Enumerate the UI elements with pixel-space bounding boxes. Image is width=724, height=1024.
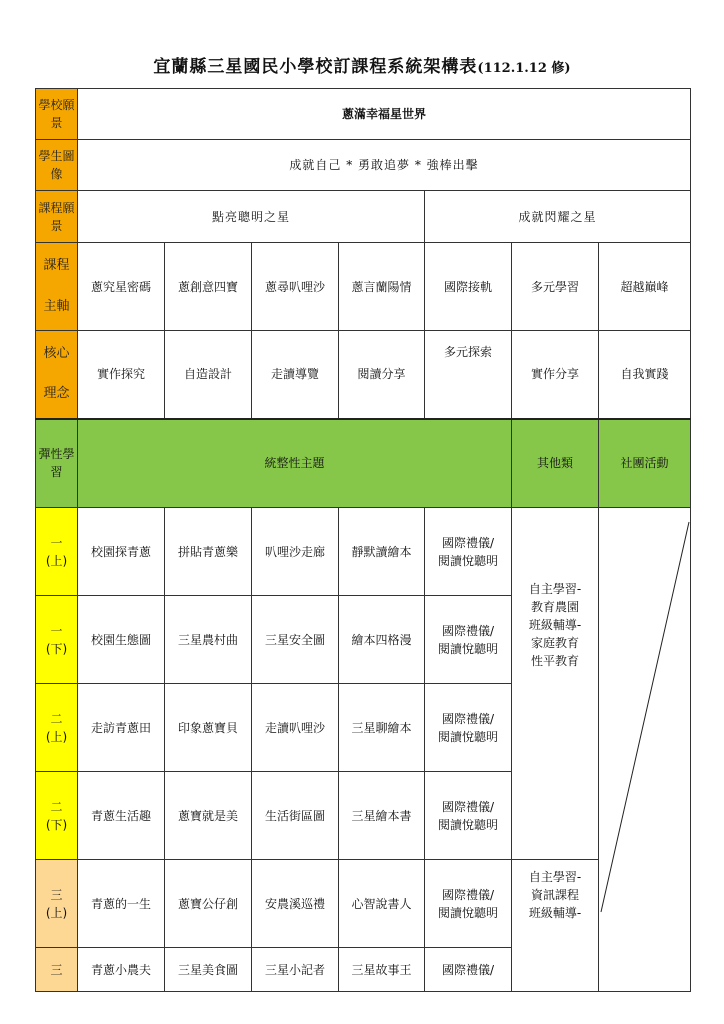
theme-cell: 三星農村曲 — [165, 596, 252, 684]
intl-cell: 國際禮儀/ 閱讀悅聽明 — [425, 860, 512, 948]
theme-cell: 走訪青蔥田 — [78, 684, 165, 772]
row-student-portrait — [36, 140, 691, 191]
row-grade — [36, 508, 691, 596]
intl-cell: 國際禮儀/ — [425, 948, 512, 992]
club-activity-cell — [599, 508, 691, 992]
theme-cell: 蔥寶就是美 — [165, 772, 252, 860]
label-course-goal: 課程願景 — [36, 191, 78, 243]
student-portrait-text: 成就自己 * 勇敢追夢 * 強棒出擊 — [78, 140, 691, 191]
theme-cell: 繪本四格漫 — [339, 596, 425, 684]
header-other: 其他類 — [512, 419, 599, 508]
axis-cell: 多元學習 — [512, 243, 599, 331]
curriculum-table — [35, 88, 691, 992]
theme-cell: 校園生態圖 — [78, 596, 165, 684]
row-flex-learning — [36, 419, 691, 508]
label-student-portrait: 學生圖像 — [36, 140, 78, 191]
theme-cell: 青蔥小農夫 — [78, 948, 165, 992]
header-club: 社團活動 — [599, 419, 691, 508]
label-course-axis: 課程主軸 — [36, 243, 78, 331]
intl-cell: 國際禮儀/ 閱讀悅聽明 — [425, 596, 512, 684]
theme-cell: 青蔥的一生 — [78, 860, 165, 948]
theme-cell: 叭哩沙走廊 — [252, 508, 339, 596]
other-group-1: 自主學習- 教育農園 班級輔導- 家庭教育 性平教育 — [512, 508, 599, 860]
label-flex-learning: 彈性學習 — [36, 419, 78, 508]
theme-cell: 走讀叭哩沙 — [252, 684, 339, 772]
header-integrated-theme: 統整性主題 — [78, 419, 512, 508]
goal-shining-star: 成就閃耀之星 — [425, 191, 691, 243]
label-school-vision: 學校願景 — [36, 89, 78, 140]
intl-cell: 國際禮儀/ 閱讀悅聽明 — [425, 684, 512, 772]
concept-cell: 走讀導覽 — [252, 331, 339, 419]
axis-cell: 蔥究星密碼 — [78, 243, 165, 331]
theme-cell: 三星故事王 — [339, 948, 425, 992]
concept-cell: 實作分享 — [512, 331, 599, 419]
diagonal-slash — [599, 508, 691, 994]
axis-cell: 蔥言蘭陽情 — [339, 243, 425, 331]
concept-cell: 多元探索 — [425, 331, 512, 419]
grade-label: 一 (上) — [36, 508, 78, 596]
label-core-concept: 核心理念 — [36, 331, 78, 419]
axis-cell: 蔥尋叭哩沙 — [252, 243, 339, 331]
grade-label: 三 (上) — [36, 860, 78, 948]
theme-cell: 安農溪巡禮 — [252, 860, 339, 948]
page-title: 宜蘭縣三星國民小學校訂課程系統架構表(112.1.12 修) — [153, 57, 571, 77]
row-course-axis — [36, 243, 691, 331]
theme-cell: 三星安全圖 — [252, 596, 339, 684]
goal-bright-star: 點亮聰明之星 — [78, 191, 425, 243]
theme-cell: 三星美食圖 — [165, 948, 252, 992]
row-school-vision — [36, 89, 691, 140]
grade-label: 一 (下) — [36, 596, 78, 684]
axis-cell: 國際接軌 — [425, 243, 512, 331]
row-core-concept — [36, 331, 691, 419]
theme-cell: 靜默讀繪本 — [339, 508, 425, 596]
concept-cell: 自造設計 — [165, 331, 252, 419]
theme-cell: 心智說書人 — [339, 860, 425, 948]
theme-cell: 蔥寶公仔創 — [165, 860, 252, 948]
axis-cell: 超越巔峰 — [599, 243, 691, 331]
grade-label: 三 — [36, 948, 78, 992]
grade-label: 二 (上) — [36, 684, 78, 772]
grade-label: 二 (下) — [36, 772, 78, 860]
theme-cell: 三星繪本書 — [339, 772, 425, 860]
revision-note: (112.1.12 修) — [477, 61, 571, 76]
theme-cell: 校園探青蔥 — [78, 508, 165, 596]
theme-cell: 拼貼青蔥樂 — [165, 508, 252, 596]
theme-cell: 三星聊繪本 — [339, 684, 425, 772]
theme-cell: 印象蔥寶貝 — [165, 684, 252, 772]
theme-cell: 生活街區圖 — [252, 772, 339, 860]
concept-cell: 實作探究 — [78, 331, 165, 419]
other-group-2: 自主學習- 資訊課程 班級輔導- — [512, 860, 599, 992]
concept-cell: 閱讀分享 — [339, 331, 425, 419]
theme-cell: 青蔥生活趣 — [78, 772, 165, 860]
school-vision-text: 蔥滿幸福星世界 — [78, 89, 691, 140]
row-grade — [36, 860, 691, 948]
axis-cell: 蔥創意四寶 — [165, 243, 252, 331]
theme-cell: 三星小記者 — [252, 948, 339, 992]
intl-cell: 國際禮儀/ 閱讀悅聽明 — [425, 508, 512, 596]
concept-cell: 自我實踐 — [599, 331, 691, 419]
intl-cell: 國際禮儀/ 閱讀悅聽明 — [425, 772, 512, 860]
row-course-goal — [36, 191, 691, 243]
